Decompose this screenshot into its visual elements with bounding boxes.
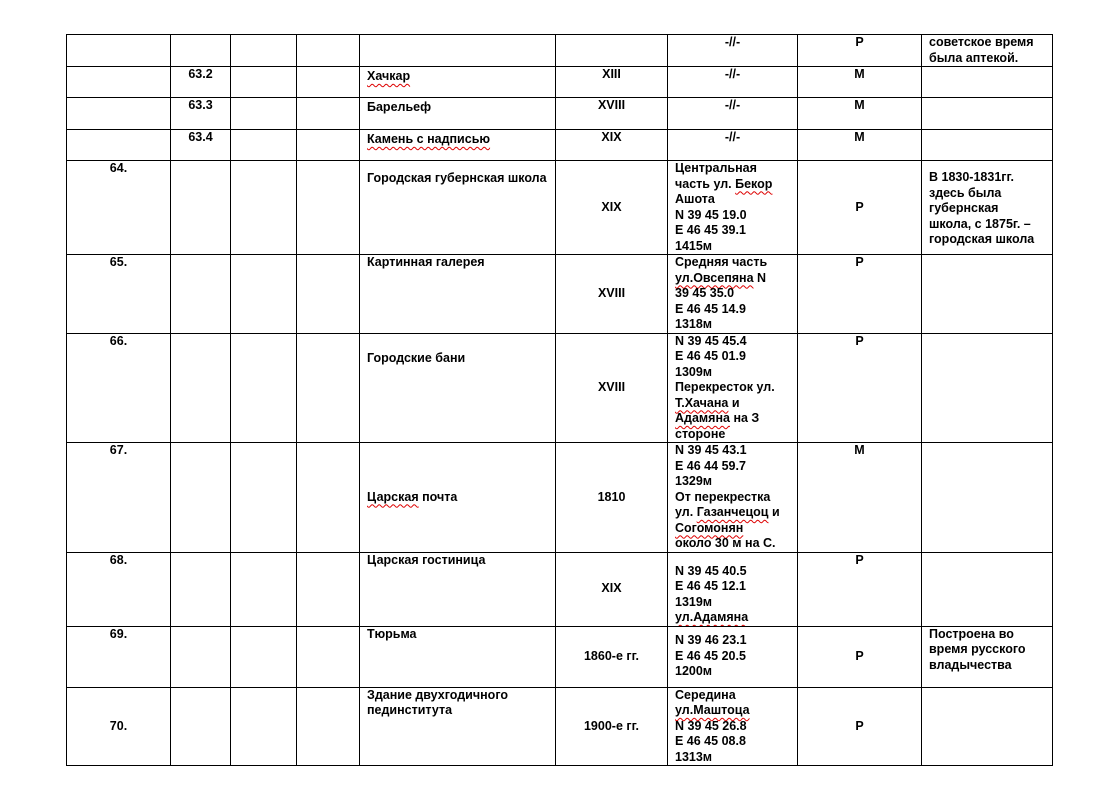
note-cell xyxy=(922,626,1053,687)
location-line: E 46 45 39.1 xyxy=(675,223,746,237)
location-line: N 39 45 19.0 xyxy=(675,207,747,222)
empty-cell xyxy=(231,626,297,687)
empty-cell xyxy=(231,443,297,553)
location-cell: -//- xyxy=(668,130,798,161)
date-cell: 1900-е гг. xyxy=(556,687,668,766)
table-row xyxy=(67,626,1053,687)
row-number xyxy=(67,35,171,67)
location-line: стороне xyxy=(675,426,726,441)
date-cell: XIX xyxy=(556,552,668,626)
location-line: E 46 45 01.9 xyxy=(675,349,746,363)
sub-number xyxy=(171,333,231,443)
monument-name xyxy=(360,35,556,67)
sub-number xyxy=(171,687,231,766)
category-cell: М xyxy=(798,130,922,161)
empty-cell xyxy=(231,98,297,130)
empty-cell xyxy=(297,552,360,626)
note-cell xyxy=(922,98,1053,130)
table-row xyxy=(67,35,1053,67)
sub-number xyxy=(171,626,231,687)
location-line: 39 45 35.0 xyxy=(675,286,735,300)
date-cell: XVIII xyxy=(556,98,668,130)
empty-cell xyxy=(297,333,360,443)
empty-cell xyxy=(297,98,360,130)
note-cell: советское время была аптекой. xyxy=(922,35,1053,67)
location-line: Средняя часть xyxy=(675,255,768,269)
location-line: N 39 45 40.5 xyxy=(675,563,747,578)
location-line: Перекресток ул. xyxy=(675,380,775,394)
category-cell: М xyxy=(798,443,922,553)
note-line: городская школа xyxy=(929,232,1035,246)
location-line: часть ул. Бекор xyxy=(675,176,773,191)
date-cell: XIII xyxy=(556,67,668,98)
location-line: 1200м xyxy=(675,664,713,679)
date-cell xyxy=(556,35,668,67)
row-number xyxy=(67,67,171,98)
location-line: E 46 45 20.5 xyxy=(675,648,746,663)
date-cell: 1810 xyxy=(556,443,668,553)
empty-cell xyxy=(231,255,297,334)
category-cell: Р xyxy=(798,333,922,443)
note-cell xyxy=(922,333,1053,443)
sub-number: 63.4 xyxy=(171,130,231,161)
empty-cell xyxy=(231,333,297,443)
location-cell: -//- xyxy=(668,35,798,67)
name-line: Здание двухгодичного xyxy=(367,687,508,702)
location-cell: -//- xyxy=(668,98,798,130)
empty-cell xyxy=(231,687,297,766)
note-cell xyxy=(922,255,1053,334)
location-cell xyxy=(668,552,798,626)
category-cell: Р xyxy=(798,626,922,687)
row-number: 70. xyxy=(67,687,171,766)
empty-cell xyxy=(231,35,297,67)
location-cell xyxy=(668,255,798,334)
monument-name: Городские бани xyxy=(360,333,556,443)
empty-cell xyxy=(231,67,297,98)
category-cell: Р xyxy=(798,161,922,255)
empty-cell xyxy=(231,161,297,255)
location-line: N 39 45 45.4 xyxy=(675,333,747,348)
table-row xyxy=(67,161,1053,255)
location-line: Середина xyxy=(675,687,736,702)
note-line: школа, с 1875г. – xyxy=(929,216,1031,231)
location-line: От перекрестка xyxy=(675,489,771,504)
sub-number xyxy=(171,35,231,67)
category-cell: М xyxy=(798,98,922,130)
sub-number xyxy=(171,443,231,553)
category-cell: М xyxy=(798,67,922,98)
empty-cell xyxy=(297,130,360,161)
name-text: Хачкар xyxy=(367,69,411,83)
monument-name: Барельеф xyxy=(360,98,556,130)
date-cell: 1860-е гг. xyxy=(556,626,668,687)
location-line: ул.Овсепяна N xyxy=(675,270,767,285)
location-line: 1318м xyxy=(675,317,713,331)
empty-cell xyxy=(297,35,360,67)
location-line: около 30 м на С. xyxy=(675,536,776,550)
category-cell: Р xyxy=(798,35,922,67)
table-row xyxy=(67,255,1053,334)
table-row xyxy=(67,67,1053,98)
date-cell: XIX xyxy=(556,161,668,255)
date-cell: XVIII xyxy=(556,333,668,443)
location-line: Адамяна на З xyxy=(675,411,760,425)
location-line: Центральная xyxy=(675,161,757,175)
monument-name xyxy=(360,687,556,766)
empty-cell xyxy=(231,552,297,626)
note-line: губернская xyxy=(929,201,999,215)
note-cell xyxy=(922,161,1053,255)
name-line: пединститута xyxy=(367,703,453,717)
location-line: E 46 45 08.8 xyxy=(675,734,746,748)
empty-cell xyxy=(297,161,360,255)
note-cell xyxy=(922,130,1053,161)
date-cell: XVIII xyxy=(556,255,668,334)
table-row xyxy=(67,333,1053,443)
location-cell xyxy=(668,161,798,255)
note-line: здесь была xyxy=(929,185,1002,200)
name-text: Камень с надписью xyxy=(367,132,491,146)
table-row xyxy=(67,552,1053,626)
monuments-table xyxy=(66,34,1053,766)
category-cell: Р xyxy=(798,255,922,334)
sub-number xyxy=(171,255,231,334)
location-cell xyxy=(668,443,798,553)
row-number: 65. xyxy=(67,255,171,334)
monument-name xyxy=(360,130,556,161)
note-line: владычества xyxy=(929,657,1012,672)
location-line: N 39 46 23.1 xyxy=(675,633,747,648)
location-line: 1319м xyxy=(675,594,713,609)
row-number: 64. xyxy=(67,161,171,255)
monument-name: Городская губернская школа xyxy=(360,161,556,255)
empty-cell xyxy=(297,443,360,553)
location-line: ул.Маштоца xyxy=(675,703,750,717)
sub-number: 63.3 xyxy=(171,98,231,130)
row-number: 69. xyxy=(67,626,171,687)
location-cell xyxy=(668,687,798,766)
row-number: 68. xyxy=(67,552,171,626)
sub-number xyxy=(171,161,231,255)
empty-cell xyxy=(297,626,360,687)
monument-name: Царская почта xyxy=(360,443,556,553)
location-line: E 46 44 59.7 xyxy=(675,458,746,473)
date-cell: XIX xyxy=(556,130,668,161)
location-line: 1415м xyxy=(675,238,713,253)
monument-name: Тюрьма xyxy=(360,626,556,687)
row-number: 66. xyxy=(67,333,171,443)
category-cell: Р xyxy=(798,552,922,626)
monument-name xyxy=(360,67,556,98)
location-line: 1309м xyxy=(675,364,713,379)
location-line: 1313м xyxy=(675,749,713,764)
note-line: Построена во xyxy=(929,626,1014,641)
monument-name: Картинная галерея xyxy=(360,255,556,334)
name-text: Царская xyxy=(367,489,419,504)
location-cell: -//- xyxy=(668,67,798,98)
monument-name: Царская гостиница xyxy=(360,552,556,626)
empty-cell xyxy=(297,67,360,98)
location-line: E 46 45 12.1 xyxy=(675,579,746,593)
sub-number xyxy=(171,552,231,626)
note-cell xyxy=(922,687,1053,766)
location-line: E 46 45 14.9 xyxy=(675,301,746,316)
table-row xyxy=(67,687,1053,766)
location-line: 1329м xyxy=(675,474,713,488)
location-line: N 39 45 43.1 xyxy=(675,443,747,457)
location-line: Ашота xyxy=(675,192,715,206)
row-number xyxy=(67,98,171,130)
location-line: Т.Хачана и xyxy=(675,395,740,410)
row-number: 67. xyxy=(67,443,171,553)
empty-cell xyxy=(297,687,360,766)
table-row xyxy=(67,443,1053,553)
location-line: Согомонян xyxy=(675,520,744,535)
empty-cell xyxy=(231,130,297,161)
note-cell xyxy=(922,67,1053,98)
sub-number: 63.2 xyxy=(171,67,231,98)
row-number xyxy=(67,130,171,161)
note-cell xyxy=(922,443,1053,553)
location-line: ул.Адамяна xyxy=(675,610,749,624)
empty-cell xyxy=(297,255,360,334)
table-row xyxy=(67,130,1053,161)
note-line: В 1830-1831гг. xyxy=(929,170,1014,184)
note-line: время русского xyxy=(929,642,1026,656)
category-cell: Р xyxy=(798,687,922,766)
location-line: ул. Газанчецоц и xyxy=(675,505,780,519)
location-cell xyxy=(668,333,798,443)
note-cell xyxy=(922,552,1053,626)
location-line: N 39 45 26.8 xyxy=(675,718,747,733)
location-cell xyxy=(668,626,798,687)
table-row xyxy=(67,98,1053,130)
